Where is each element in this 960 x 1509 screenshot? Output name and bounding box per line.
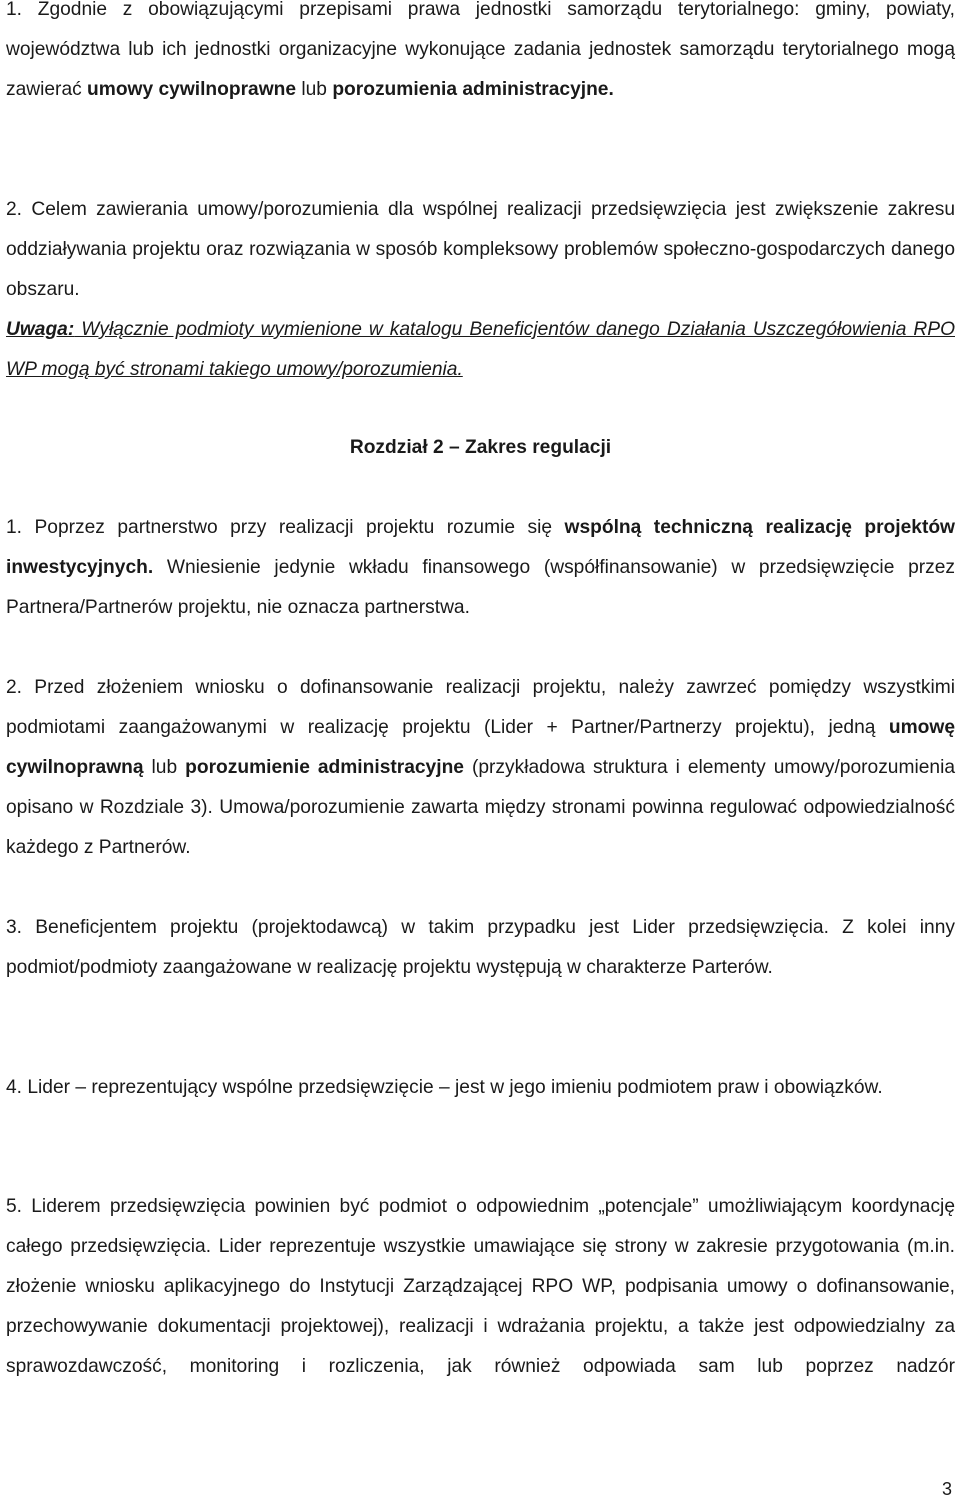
p1-text-b: lub <box>296 79 333 100</box>
p1-bold-a: umowy cywilnoprawne <box>87 79 297 100</box>
page-number: 3 <box>941 1479 952 1499</box>
paragraph-1 <box>6 0 955 110</box>
p5-bold-a: umowę cywilnoprawną <box>6 717 955 778</box>
p8-text: 5. Liderem przedsięwzięcia powinien być podmiot o odpowiednim „potencjale” umożliwiającym koordynację całego przedsięwzięcia. Lider reprezentuje wszystkie umawiające się strony w zakresie przygotowania (m.in. złożenie wniosku aplikacyjnego do Instytucji Zarządzającej RPO WP, podpisania umowy o dofinansowanie, przechowywanie dokumentacji projektowej), realizacji i wdrażania projektu, a także jest odpowiedzialny za sprawozdawczość, monitoring i rozliczenia, jak również odpowiada sam lub poprzez nadzór <box>6 1196 955 1377</box>
p5-text-c: (przykładowa struktura i elementy umowy/porozumienia opisano w Rozdziale 3). Umowa/porozumienie zawarta między stronami powinna regulować odpowiedzialność każdego z Partnerów. <box>6 757 955 858</box>
p5-text-b: lub <box>143 757 186 778</box>
paragraph-4 <box>6 668 955 868</box>
p1-bold-b: porozumienia administracyjne. <box>332 79 614 100</box>
note-label: Uwaga: <box>6 319 75 340</box>
p4-bold-a: wspólną techniczną realizację projektów inwestycyjnych. <box>6 517 955 578</box>
section-heading: Rozdział 2 – Zakres regulacji <box>349 437 612 458</box>
paragraph-7 <box>6 1187 955 1387</box>
p5-text-a: 2. Przed złożeniem wniosku o dofinansowanie realizacji projektu, należy zawrzeć pomiędzy wszystkimi podmiotami zaangażowanymi w realizację projektu (Lider + Partner/Partnerzy projektu), jedną <box>6 677 955 738</box>
paragraph-2 <box>6 190 955 310</box>
paragraph-5 <box>6 908 955 988</box>
note-paragraph <box>6 310 955 390</box>
p1-text-a: 1. Zgodnie z obowiązującymi przepisami prawa jednostki samorządu terytorialnego: gminy, powiaty, województwa lub ich jednostki organizacyjne wykonujące zadania jednostek samorządu terytorialnego mogą zawierać <box>6 0 955 100</box>
p4-text-a: 1. Poprzez partnerstwo przy realizacji projektu rozumie się <box>6 517 565 538</box>
paragraph-3 <box>6 508 955 628</box>
p7-text: 4. Lider – reprezentujący wspólne przedsięwzięcie – jest w jego imieniu podmiotem praw i obowiązków. <box>6 1077 883 1098</box>
p2-text: 2. Celem zawierania umowy/porozumienia dla wspólnej realizacji przedsięwzięcia jest zwiększenie zakresu oddziaływania projektu oraz rozwiązania w sposób kompleksowy problemów społeczno-gospodarczych danego obszaru. <box>6 199 955 300</box>
paragraph-6 <box>6 1068 883 1108</box>
p6-text: 3. Beneficjentem projektu (projektodawcą) w takim przypadku jest Lider przedsięwzięcia. Z kolei inny podmiot/podmioty zaangażowane w realizację projektu występują w charakterze Parterów. <box>6 917 955 978</box>
p4-text-b: Wniesienie jedynie wkładu finansowego (współfinansowanie) w przedsięwzięcie przez Partnera/Partnerów projektu, nie oznacza partnerstwa. <box>6 557 955 618</box>
note-text: Wyłącznie podmioty wymienione w katalogu Beneficjentów danego Działania Uszczegółowienia RPO WP mogą być stronami takiego umowy/porozumienia. <box>6 319 955 380</box>
p5-bold-b: porozumienie administracyjne <box>185 757 464 778</box>
